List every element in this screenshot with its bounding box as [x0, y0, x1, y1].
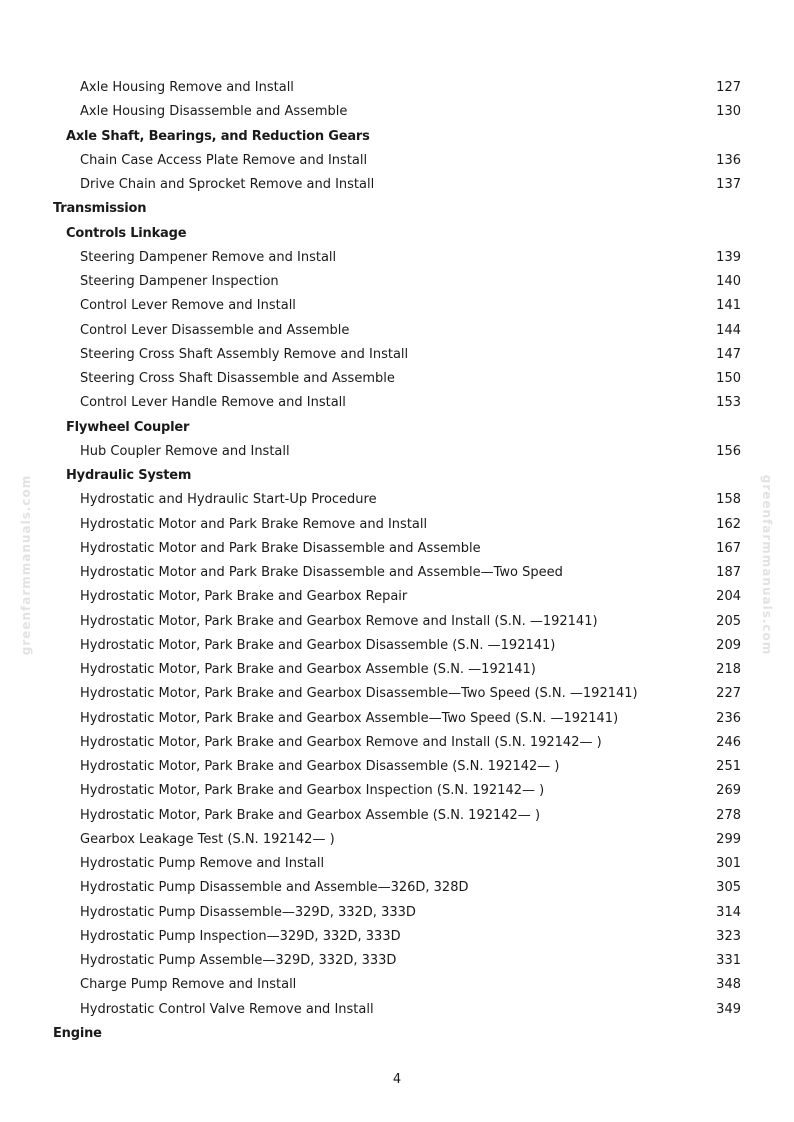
- toc-entry-title: Steering Dampener Inspection: [80, 274, 279, 289]
- toc-entry-page: 150: [716, 371, 741, 386]
- toc-entry-page: 278: [716, 807, 741, 823]
- toc-entry-page: 158: [716, 492, 741, 508]
- toc-entry[interactable]: [0, 488, 794, 512]
- toc-entry-title: Control Lever Remove and Install: [80, 298, 296, 314]
- toc-entry-page: 204: [716, 589, 741, 605]
- toc-entry[interactable]: [0, 537, 794, 561]
- toc-entry-title: Hydrostatic Motor, Park Brake and Gearbox Disassemble (S.N. 192142— ): [80, 759, 560, 774]
- toc-entry-page: 141: [716, 298, 741, 314]
- toc-entry-title: Charge Pump Remove and Install: [80, 977, 297, 993]
- toc-entry[interactable]: [0, 270, 794, 294]
- toc-entry[interactable]: [0, 828, 794, 852]
- toc-entry-page: 246: [716, 734, 741, 750]
- toc-entry[interactable]: [0, 949, 794, 973]
- toc-heading: [0, 464, 794, 488]
- toc-entry[interactable]: [0, 367, 794, 391]
- page-number: 4: [392, 1072, 402, 1087]
- toc-entry[interactable]: [0, 76, 794, 100]
- table-of-contents: [0, 76, 794, 1046]
- toc-entry-title: Control Lever Handle Remove and Install: [80, 395, 346, 411]
- toc-entry[interactable]: [0, 876, 794, 900]
- toc-entry-page: 187: [716, 565, 741, 580]
- toc-entry[interactable]: [0, 901, 794, 925]
- toc-entry-page: 251: [716, 759, 741, 774]
- toc-entry-page: 349: [716, 1001, 741, 1017]
- toc-entry-title: Hydrostatic Motor, Park Brake and Gearbox Assemble (S.N. 192142— ): [80, 807, 541, 823]
- toc-entry-title: Hydrostatic Motor, Park Brake and Gearbox Inspection (S.N. 192142— ): [80, 783, 545, 799]
- toc-entry-title: Hydrostatic Motor and Park Brake Disassemble and Assemble: [80, 540, 481, 556]
- toc-entry-page: 127: [716, 80, 741, 95]
- toc-entry-page: 136: [716, 152, 741, 168]
- toc-entry-title: Hydrostatic Motor, Park Brake and Gearbox Repair: [80, 589, 408, 605]
- toc-entry-title: Hydrostatic Motor, Park Brake and Gearbox Assemble—Two Speed (S.N. —192141): [80, 710, 619, 726]
- toc-entry[interactable]: [0, 658, 794, 682]
- toc-entry[interactable]: [0, 100, 794, 124]
- toc-entry-title: Hydrostatic Control Valve Remove and Install: [80, 1001, 374, 1017]
- toc-entry-page: 305: [716, 880, 741, 896]
- toc-entry-page: 301: [716, 856, 741, 871]
- toc-entry-page: 269: [716, 783, 741, 799]
- toc-entry-title: Hydrostatic Pump Disassemble—329D, 332D, 333D: [80, 904, 416, 920]
- toc-entry-title: Hydrostatic Pump Disassemble and Assemble—326D, 328D: [80, 880, 469, 896]
- toc-entry-title: Hydrostatic Pump Remove and Install: [80, 856, 325, 871]
- toc-entry[interactable]: [0, 779, 794, 803]
- toc-entry[interactable]: [0, 973, 794, 997]
- toc-entry[interactable]: [0, 173, 794, 197]
- toc-entry-title: Hydrostatic Motor, Park Brake and Gearbox Disassemble (S.N. —192141): [80, 637, 556, 653]
- toc-entry-title: Steering Cross Shaft Assembly Remove and Install: [80, 346, 409, 362]
- toc-entry[interactable]: [0, 391, 794, 415]
- toc-entry-title: Transmission: [53, 201, 147, 217]
- toc-entry-title: Axle Shaft, Bearings, and Reduction Gears: [66, 128, 370, 144]
- toc-entry[interactable]: [0, 513, 794, 537]
- toc-entry[interactable]: [0, 149, 794, 173]
- toc-heading: [0, 125, 794, 149]
- toc-entry-page: 130: [716, 104, 741, 120]
- toc-entry-page: 167: [716, 540, 741, 556]
- toc-entry-page: 156: [716, 443, 741, 459]
- toc-entry-page: 331: [716, 953, 741, 968]
- toc-entry-title: Hydrostatic Motor, Park Brake and Gearbox Disassemble—Two Speed (S.N. —192141): [80, 686, 638, 702]
- toc-heading: [0, 416, 794, 440]
- toc-entry-title: Axle Housing Remove and Install: [80, 80, 294, 95]
- toc-entry[interactable]: [0, 707, 794, 731]
- toc-entry-page: 162: [716, 516, 741, 532]
- watermark-right: greenfarmmanuals.com: [760, 474, 774, 656]
- toc-entry-page: 314: [716, 904, 741, 920]
- toc-entry-page: 348: [716, 977, 741, 993]
- toc-heading: [0, 222, 794, 246]
- toc-entry-title: Hydrostatic Motor, Park Brake and Gearbox Remove and Install (S.N. —192141): [80, 613, 598, 629]
- toc-entry-title: Hydrostatic Motor, Park Brake and Gearbox Remove and Install (S.N. 192142— ): [80, 734, 602, 750]
- toc-entry-page: 153: [716, 395, 741, 411]
- toc-entry-title: Drive Chain and Sprocket Remove and Install: [80, 177, 375, 192]
- toc-entry-title: Hydrostatic Motor and Park Brake Disassemble and Assemble—Two Speed: [80, 565, 563, 580]
- toc-entry-title: Gearbox Leakage Test (S.N. 192142— ): [80, 831, 335, 847]
- toc-entry[interactable]: [0, 852, 794, 876]
- toc-entry-title: Hydrostatic Motor and Park Brake Remove and Install: [80, 516, 428, 532]
- toc-entry-title: Chain Case Access Plate Remove and Install: [80, 152, 368, 168]
- toc-entry-page: 144: [716, 322, 741, 338]
- toc-entry-page: 147: [716, 346, 741, 362]
- toc-entry[interactable]: [0, 561, 794, 585]
- toc-entry-page: 205: [716, 613, 741, 629]
- toc-entry[interactable]: [0, 731, 794, 755]
- toc-entry-title: Hydrostatic Pump Assemble—329D, 332D, 333D: [80, 953, 397, 968]
- toc-entry-title: Steering Dampener Remove and Install: [80, 249, 337, 265]
- toc-entry-page: 227: [716, 686, 741, 702]
- toc-entry[interactable]: [0, 319, 794, 343]
- toc-heading: [0, 1022, 794, 1046]
- toc-entry[interactable]: [0, 682, 794, 706]
- toc-entry[interactable]: [0, 246, 794, 270]
- toc-entry-page: 140: [716, 274, 741, 289]
- toc-entry-title: Hub Coupler Remove and Install: [80, 443, 290, 459]
- toc-entry[interactable]: [0, 634, 794, 658]
- toc-entry-title: Hydrostatic and Hydraulic Start-Up Procedure: [80, 492, 377, 508]
- toc-entry-page: 299: [716, 831, 741, 847]
- toc-entry[interactable]: [0, 343, 794, 367]
- toc-entry-title: Steering Cross Shaft Disassemble and Assemble: [80, 371, 395, 386]
- toc-entry-title: Axle Housing Disassemble and Assemble: [80, 104, 348, 120]
- toc-entry-title: Hydrostatic Pump Inspection—329D, 332D, 333D: [80, 928, 401, 944]
- toc-entry-page: 209: [716, 637, 741, 653]
- toc-entry-title: Controls Linkage: [66, 225, 187, 241]
- toc-heading: [0, 197, 794, 221]
- toc-entry[interactable]: [0, 440, 794, 464]
- toc-entry-title: Hydraulic System: [66, 468, 192, 483]
- toc-entry[interactable]: [0, 610, 794, 634]
- toc-entry-title: Hydrostatic Motor, Park Brake and Gearbox Assemble (S.N. —192141): [80, 662, 536, 677]
- toc-entry[interactable]: [0, 998, 794, 1022]
- toc-entry-page: 323: [716, 928, 741, 944]
- toc-entry-page: 139: [716, 249, 741, 265]
- toc-entry[interactable]: [0, 585, 794, 609]
- toc-entry[interactable]: [0, 925, 794, 949]
- toc-entry-title: Engine: [53, 1025, 102, 1041]
- toc-entry[interactable]: [0, 755, 794, 779]
- toc-entry-page: 236: [716, 710, 741, 726]
- toc-entry[interactable]: [0, 294, 794, 318]
- toc-entry-title: Control Lever Disassemble and Assemble: [80, 322, 350, 338]
- toc-entry[interactable]: [0, 804, 794, 828]
- toc-entry-page: 218: [716, 662, 741, 677]
- watermark-left: greenfarmmanuals.com: [19, 474, 33, 656]
- toc-entry-title: Flywheel Coupler: [66, 419, 190, 435]
- toc-entry-page: 137: [716, 177, 741, 192]
